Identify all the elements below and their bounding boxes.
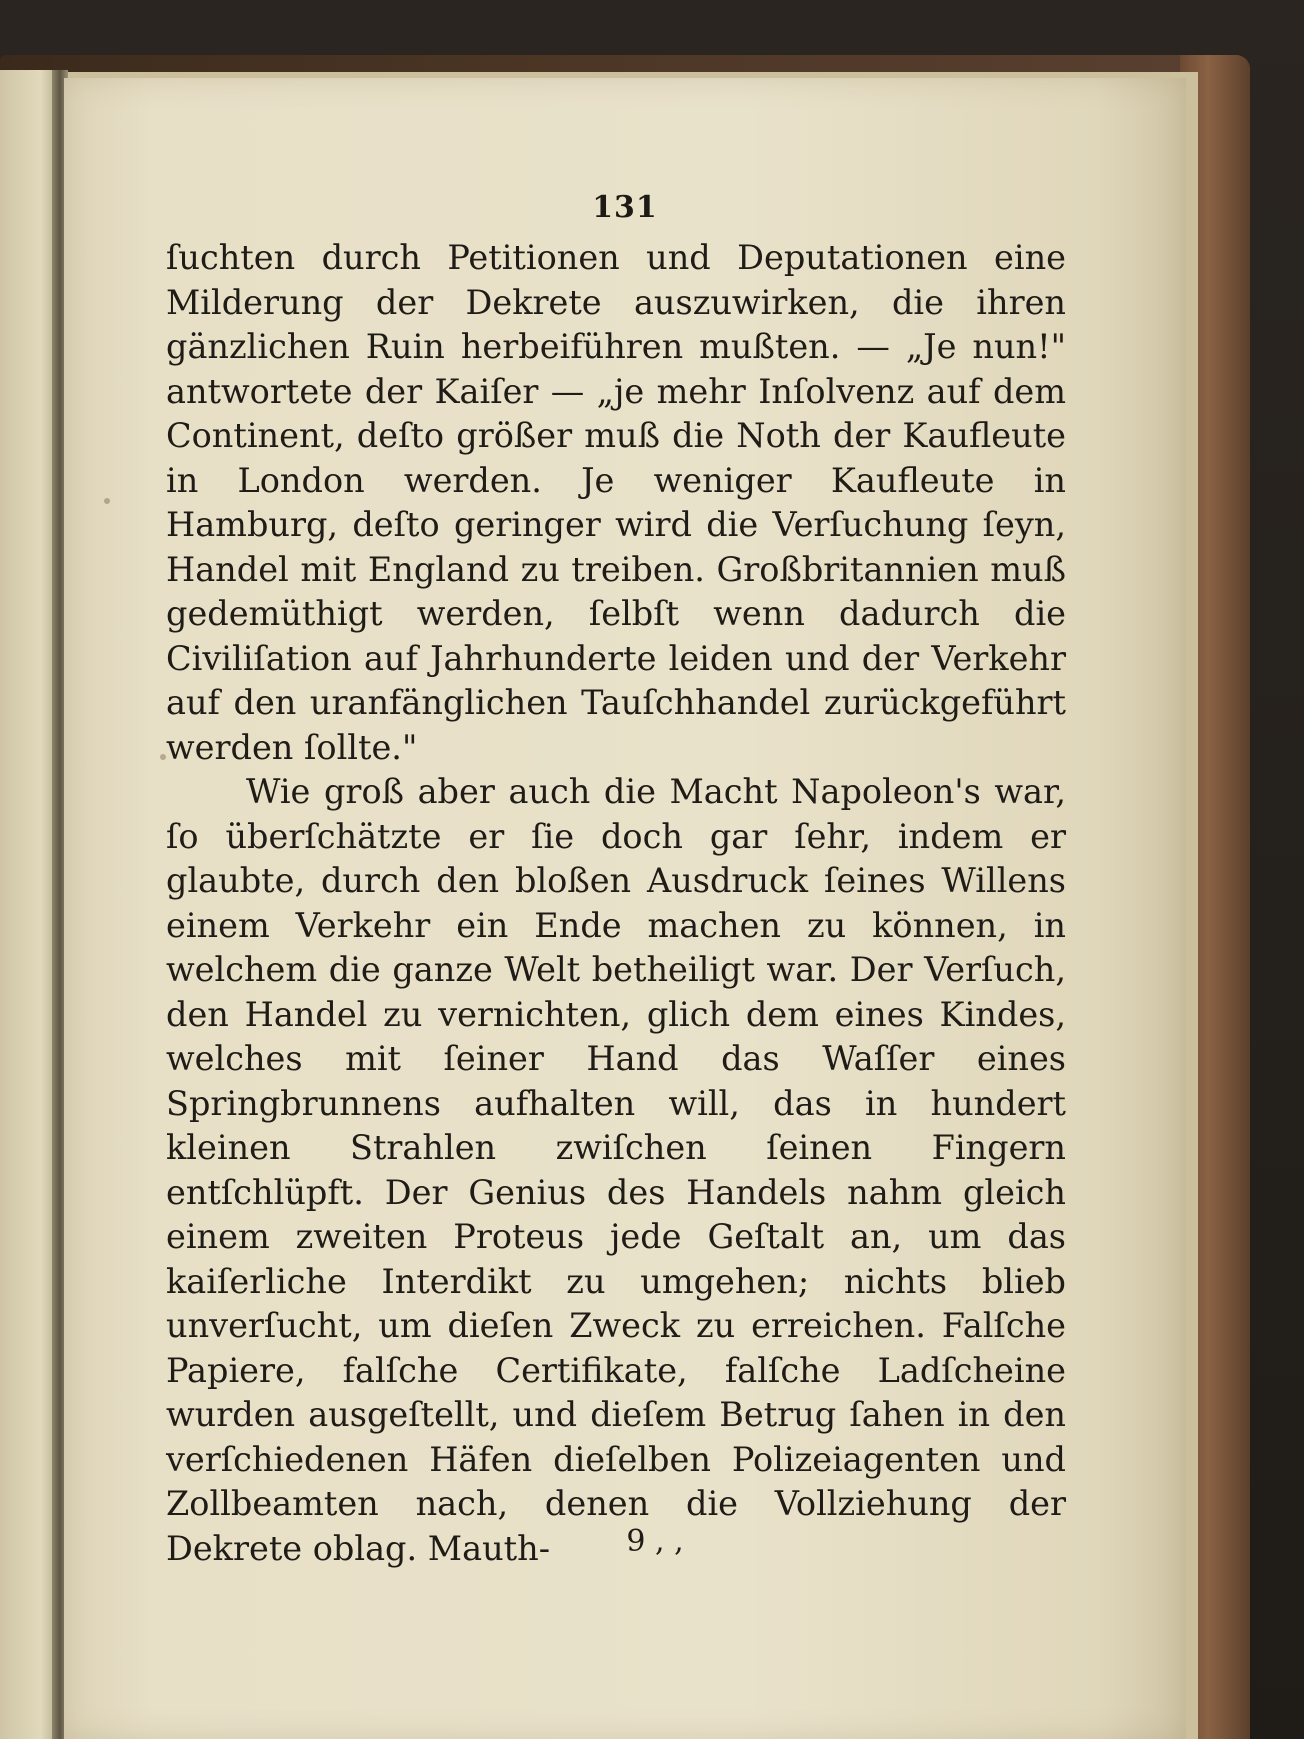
left-page-edge: [0, 70, 58, 1739]
signature-mark: 9 , ,: [626, 1524, 684, 1559]
paragraph: ſuchten durch Petitionen und Deputationen eine Milderung der Dekrete auszuwirken, die ihren gänzlichen Ruin herbeiführen mußten. — „Je nun!" antwortete der Kaiſer — „je mehr Inſolvenz auf dem Continent, deſto größer muß die Noth der Kaufleute in London werden. Je weniger Kaufleute in Hamburg, deſto geringer wird die Verſuchung ſeyn, Handel mit England zu treiben. Großbritannien muß gedemüthigt werden, ſelbſt wenn dadurch die Civiliſation auf Jahrhunderte leiden und der Verkehr auf den uranfänglichen Tauſchhandel zurückgeführt werden ſollte.": [166, 238, 1066, 767]
book-page: [64, 78, 1186, 1739]
page-text: [166, 236, 1066, 1571]
paper-spot: [104, 498, 110, 504]
page-number: 131: [592, 190, 658, 225]
paragraph: Wie groß aber auch die Macht Napoleon's war, ſo überſchätzte er ſie doch gar ſehr, indem er glaubte, durch den bloßen Ausdruck ſeines Willens einem Verkehr ein Ende machen zu können, in welchem die ganze Welt betheiligt war. Der Verſuch, den Handel zu vernichten, glich dem eines Kindes, welches mit ſeiner Hand das Waſſer eines Springbrunnens aufhalten will, das in hundert kleinen Strahlen zwiſchen ſeinen Fingern entſchlüpft. Der Genius des Handels nahm gleich einem zweiten Proteus jede Geſtalt an, um das kaiſerliche Interdikt zu umgehen; nichts blieb unverſucht, um dieſen Zweck zu erreichen. Falſche Papiere, falſche Certifikate, falſche Ladſcheine wurden ausgeſtellt, und dieſem Betrug ſahen in den verſchiedenen Häfen dieſelben Polizeiagenten und Zollbeamten nach, denen die Vollziehung der Dekrete oblag. Mauth-: [166, 772, 1066, 1568]
